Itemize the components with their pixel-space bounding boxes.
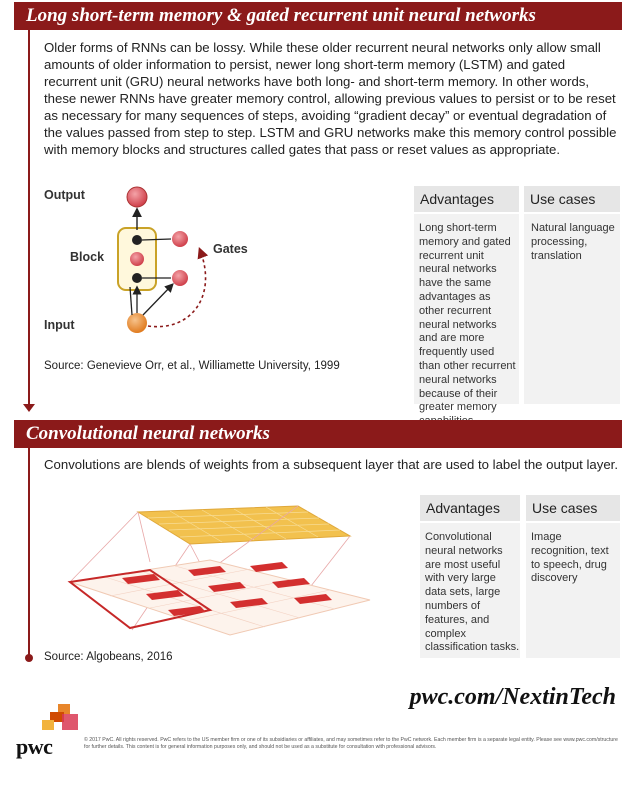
gate-node-lower	[172, 270, 188, 286]
rail-arrow-down	[23, 404, 35, 412]
section-lstm-title: Long short-term memory & gated recurrent unit neural networks	[14, 2, 622, 30]
section-cnn-intro: Convolutions are blends of weights from a subsequent layer that are used to label the output layer.	[44, 457, 619, 472]
cnn-use-cases-text: Image recognition, text to speech, drug discovery	[531, 531, 609, 585]
lstm-advantages-text: Long short-term memory and gated recurrent unit neural networks have the same advantages as other recurrent neural networks and are more frequently used than other recurrent neural networks because of their greater memory	[419, 222, 516, 414]
input-node	[127, 313, 147, 333]
cnn-diagram	[60, 500, 380, 640]
gates-label: Gates	[213, 242, 248, 256]
block-cell-bottom	[132, 273, 142, 283]
legal-footnote: © 2017 PwC. All rights reserved. PwC refers to the US member firm or one of its subsidiaries or affiliates, and may sometimes refer to the PwC network. Each member firm is a separate legal entity. Please see www.pwc.com/structure for further details. This content is for general information purposes only, and should not be used as a substitute for consultation with professional advisors.	[84, 737, 618, 750]
pwc-logo-icon	[42, 704, 82, 732]
block-cell-middle	[130, 252, 144, 266]
output-layer	[138, 506, 350, 544]
gate-node-upper	[172, 231, 188, 247]
timeline-rail-bottom	[28, 446, 30, 656]
cnn-source: Source: Algobeans, 2016	[44, 651, 173, 663]
block-label: Block	[70, 250, 105, 264]
input-label: Input	[44, 318, 75, 332]
timeline-rail-top	[28, 28, 30, 408]
cnn-advantages-text: Convolutional neural networks are most useful with very large data sets, large numbers of features, and complex classification tasks.	[425, 531, 520, 654]
lstm-schematic	[40, 182, 370, 352]
block-cell-top	[132, 235, 142, 245]
output-node	[127, 187, 147, 207]
cnn-use-cases-header: Use cases	[526, 495, 620, 521]
rail-end-dot	[25, 654, 33, 662]
pwc-wordmark: pwc	[16, 734, 53, 759]
lstm-use-cases-header: Use cases	[524, 186, 620, 212]
lstm-advantages-header: Advantages	[414, 186, 519, 212]
section-lstm-intro: Older forms of RNNs can be lossy. While these older recurrent neural networks only allow small amounts of older information to persist, newer long short-term memory (LSTM) and gated recurrent unit (GRU) neural networks have both long- and short-term memory. In other words, these newer RNNs have greater memory control, allowing previous values to persist or to be reset as necessary for many sequences of steps, avoiding “gradient decay” or eventual degradation of the values passed from step to step. LSTM and GRU networks make this memory control possible with memory blocks and structures called gates that pass or reset values as appropriate.	[44, 40, 617, 157]
section-cnn-title: Convolutional neural networks	[14, 420, 622, 448]
output-label: Output	[44, 188, 85, 202]
lstm-source: Source: Genevieve Orr, et al., Williamette University, 1999	[44, 360, 340, 372]
lstm-use-cases-text: Natural language processing, translation	[531, 222, 615, 262]
nextintech-link[interactable]: pwc.com/NextinTech	[409, 684, 616, 710]
cnn-advantages-header: Advantages	[420, 495, 520, 521]
lstm-diagram	[40, 182, 370, 352]
